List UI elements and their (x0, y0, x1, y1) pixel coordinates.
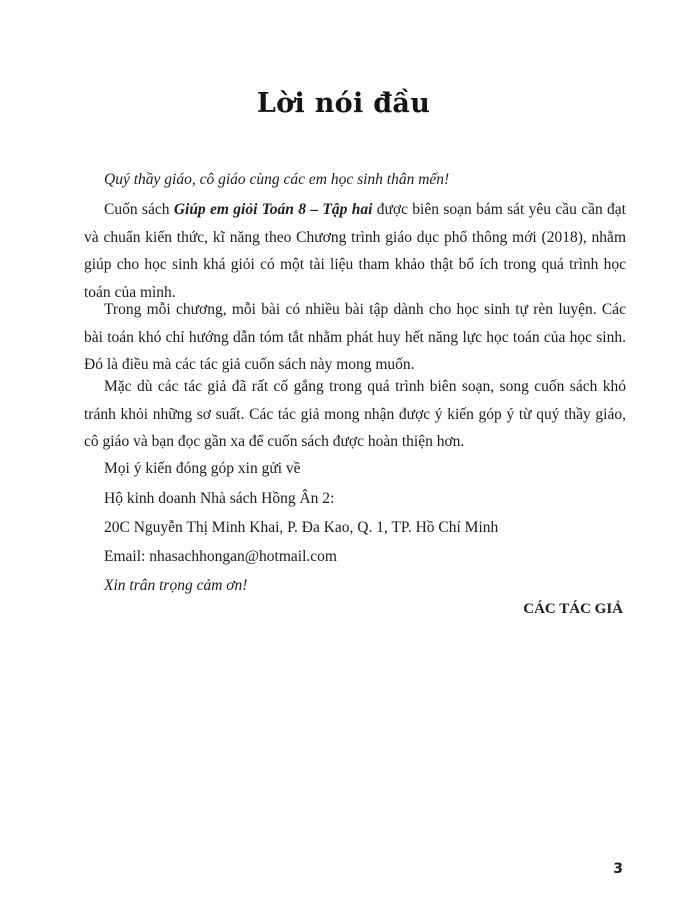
contact-address: 20C Nguyễn Thị Minh Khai, P. Đa Kao, Q. 1, TP. Hồ Chí Minh (104, 519, 499, 536)
paragraph-1-after: được biên soạn bám sát yêu cầu cần đạt và chuẩn kiến thức, kĩ năng theo Chương trình giáo dục phổ thông mới (2018), nhằm giúp cho học sinh khá giỏi có một tài liệu tham khảo thật bổ ích trong quá trình học toán của mình. (84, 201, 626, 301)
paragraph-3-text: Mặc dù các tác giả đã rất cố gắng trong quá trình biên soạn, song cuốn sách khó tránh khỏi những sơ suất. Các tác giả mong nhận được ý kiến góp ý từ quý thầy giáo, cô giáo và bạn đọc gần xa để cuốn sách được hoàn thiện hơn. (84, 378, 626, 450)
page-number: 3 (613, 861, 623, 877)
paragraph-2-text: Trong mỗi chương, mỗi bài có nhiều bài tập dành cho học sinh tự rèn luyện. Các bài toán khó chỉ hướng dẫn tóm tắt nhằm phát huy hết năng lực học toán của học sinh. Đó là điều mà các tác giả cuốn sách này mong muốn. (84, 301, 626, 373)
page-title: Lời nói đầu (256, 88, 431, 119)
paragraph-2 (84, 296, 626, 379)
contact-email: Email: nhasachhongan@hotmail.com (104, 548, 337, 565)
signature: CÁC TÁC GIẢ (523, 601, 623, 617)
paragraph-3 (84, 373, 626, 456)
greeting: Quý thầy giáo, cô giáo cùng các em học sinh thân mến! (104, 171, 450, 188)
paragraph-1 (84, 196, 626, 306)
paragraph-1-text (84, 196, 626, 306)
contact-company: Hộ kinh doanh Nhà sách Hồng Ân 2: (104, 490, 335, 507)
paragraph-1-before: Cuốn sách (104, 201, 174, 218)
book-title: Giúp em giỏi Toán 8 – Tập hai (173, 201, 373, 218)
thanks-line: Xin trân trọng cảm ơn! (104, 577, 248, 594)
contact-intro: Mọi ý kiến đóng góp xin gửi về (104, 460, 301, 477)
